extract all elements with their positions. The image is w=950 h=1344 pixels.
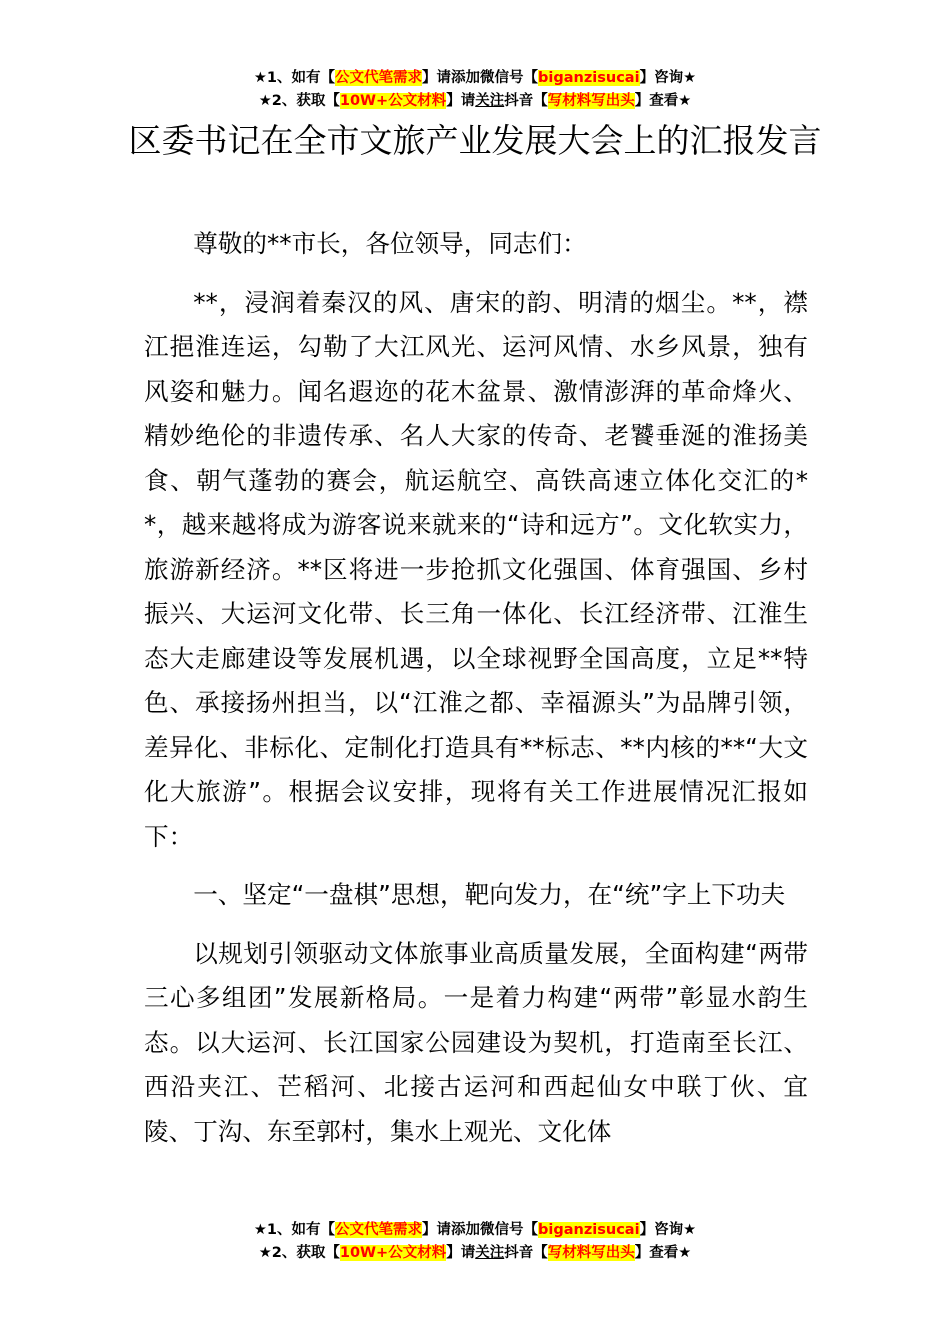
document-body xyxy=(144,222,808,1168)
promo-line-1 xyxy=(0,67,950,90)
paragraph-salutation: 尊敬的**市长，各位领导，同志们： xyxy=(193,229,587,258)
promo-text: 抖音【 xyxy=(504,93,548,109)
promo-line-1 xyxy=(0,1219,950,1242)
promo-text: 】查看★ xyxy=(634,1245,692,1261)
promo-text-underlined: 关注 xyxy=(475,1245,505,1261)
promo-text: 抖音【 xyxy=(504,1245,548,1261)
promo-text: 】咨询★ xyxy=(639,70,697,86)
promo-line-2 xyxy=(0,1242,950,1265)
promo-text: 】咨询★ xyxy=(639,1222,697,1238)
promo-text: ★2、获取【 xyxy=(258,93,340,109)
promo-text: 】请 xyxy=(446,93,476,109)
promo-text: 】查看★ xyxy=(634,93,692,109)
promo-highlight-douyin: 写材料写出头 xyxy=(547,93,635,109)
promo-highlight-douyin: 写材料写出头 xyxy=(547,1245,635,1261)
paragraph-section-1: 以规划引领驱动文体旅事业高质量发展，全面构建“两带三心多组团”发展新格局。一是着力构建“两带”彰显水韵生态。以大运河、长江国家公园建设为契机，打造南至长江、西沿夹江、芒稻河、北接古运河和西起仙女中联丁伙、宜陵、丁沟、东至郭村，集水上观光、文化体 xyxy=(144,938,808,1146)
promo-highlight-wechat: biganzisucai xyxy=(538,1222,640,1238)
document-title-text: 区委书记在全市文旅产业发展大会上的汇报发言 xyxy=(128,121,822,160)
section-heading-1: 一、坚定“一盘棋”思想，靶向发力，在“统”字上下功夫 xyxy=(193,880,786,909)
promo-text: 】请添加微信号【 xyxy=(422,1222,539,1238)
promo-text: ★2、获取【 xyxy=(258,1245,340,1261)
promo-highlight: 10W+公文材料 xyxy=(339,1245,447,1261)
promo-banner-bottom xyxy=(0,1219,950,1265)
promo-highlight: 10W+公文材料 xyxy=(339,93,447,109)
promo-highlight: 公文代笔需求 xyxy=(335,1222,423,1238)
promo-text: ★1、如有【 xyxy=(253,70,336,86)
promo-highlight: 公文代笔需求 xyxy=(335,70,423,86)
promo-text: 】请 xyxy=(446,1245,476,1261)
promo-highlight-wechat: biganzisucai xyxy=(538,70,640,86)
promo-text: ★1、如有【 xyxy=(253,1222,336,1238)
paragraph-intro: **，浸润着秦汉的风、唐宋的韵、明清的烟尘。**，襟江挹淮连运，勾勒了大江风光、运河风情、水乡风景，独有风姿和魅力。闻名遐迩的花木盆景、激情澎湃的革命烽火、精妙绝伦的非遗传承、名人大家的传奇、老饕垂涎的淮扬美食、朝气蓬勃的赛会，航运航空、高铁高速立体化交汇的**，越来越将成为游客说来就来的“诗和远方”。文化软实力，旅游新经济。**区将进一步抢抓文化强国、体育强国、乡村振兴、大运河文化带、长三角一体化、长江经济带、江淮生态大走廊建设等发展机遇，以全球视野全国高度，立足**特色、承接扬州担当，以“江淮之都、幸福源头”为品牌引领，差异化、非标化、定制化打造具有**标志、**内核的**“大文化大旅游”。根据会议安排，现将有关工作进展情况汇报如下： xyxy=(144,287,808,851)
promo-text: 】请添加微信号【 xyxy=(422,70,539,86)
promo-line-2 xyxy=(0,90,950,113)
document-title xyxy=(0,118,950,164)
promo-text-underlined: 关注 xyxy=(475,93,505,109)
promo-banner-top xyxy=(0,67,950,113)
